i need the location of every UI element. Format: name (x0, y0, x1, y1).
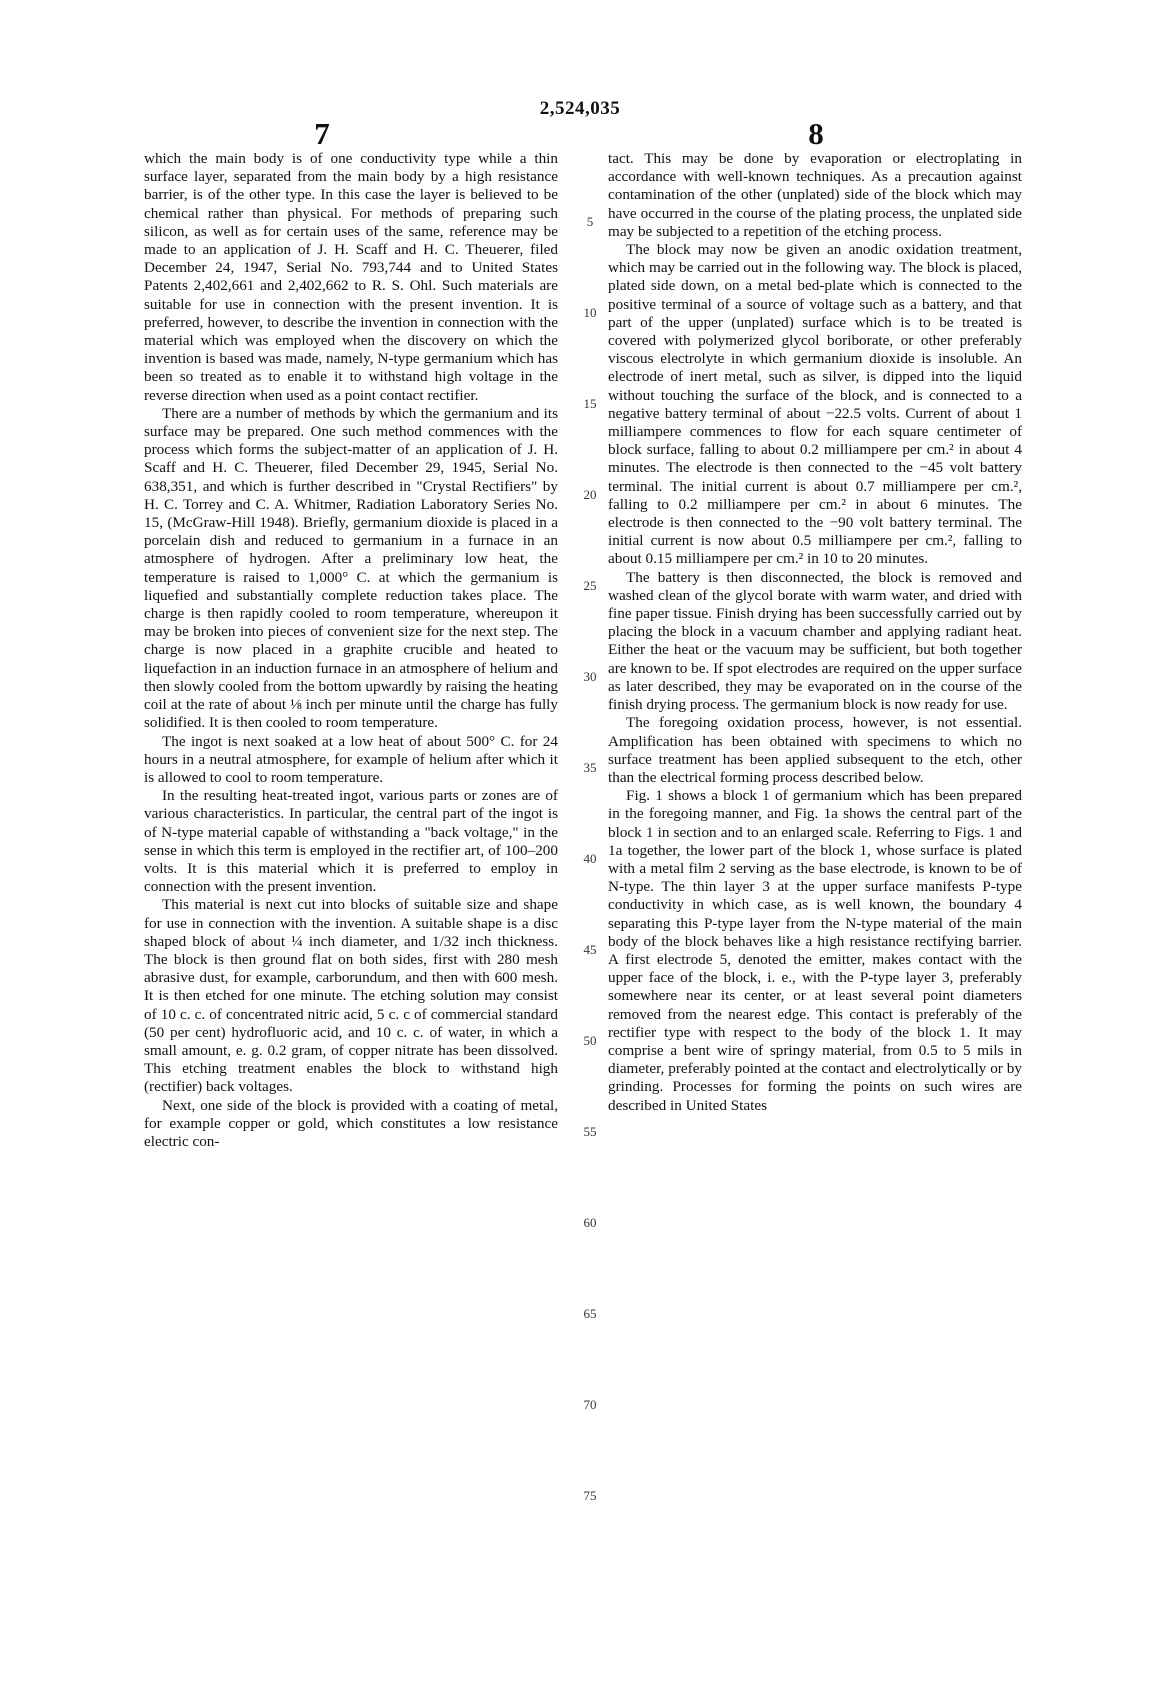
line-number: 70 (583, 1397, 597, 1412)
line-number: 20 (583, 487, 597, 502)
right-paragraph-4: The foregoing oxidation process, however, is not essential. Amplification has been obtained with specimens to which no surface treatment has been applied subsequent to the etch, other than the electrical forming process described below. (608, 714, 1022, 786)
line-number: 35 (583, 760, 597, 775)
left-paragraph-6: Next, one side of the block is provided with a coating of metal, for example copper or gold, which constitutes a low resistance electric con- (144, 1096, 558, 1150)
right-paragraph-2: The block may now be given an anodic oxidation treatment, which may be carried out in the following way. The block is placed, plated side down, on a metal bed-plate which is connected to the positive terminal of a source of voltage such as a battery, and that part of the upper (unplated) surface which is to be treated is covered with polymerized glycol boriborate, or other preferably viscous electrolyte in which germanium dioxide is insoluble. An electrode of inert metal, such as silver, is dipped into the liquid without touching the surface of the block, and is connected to a negative battery terminal of about −22.5 volts. Current of about 1 milliampere commences to flow for each square centimeter of block surface, falling to about 0.2 milliampere per cm.² in about 4 minutes. The electrode is then connected to the −45 volt battery terminal. The initial current is about 0.7 milliampere per cm.², falling to 0.2 milliampere per cm.² in about 6 minutes. The electrode is then connected to the −90 volt battery terminal. The initial current is now about 0.5 milliampere per cm.², falling to about 0.15 milliampere per cm.² in 10 to 20 minutes. (608, 241, 1022, 568)
right-page-number: 8 (808, 116, 824, 151)
left-paragraph-5: This material is next cut into blocks of suitable size and shape for use in connection with the invention. A suitable shape is a disc shaped block of about ¼ inch diameter, and 1/32 inch thickness. The block is then ground flat on both sides, first with 280 mesh abrasive dust, for example, carborundum, and then with 600 mesh. It is then etched for one minute. The etching solution may consist of 10 c. c. of concentrated nitric acid, 5 c. c of commercial standard (50 per cent) hydrofluoric acid, and 10 c. c. of water, in which a small amount, e. g. 0.2 gram, of copper nitrate has been dissolved. This etching treatment enables the block to withstand high (rectifier) back voltages. (144, 896, 558, 1096)
left-page-number: 7 (314, 116, 330, 151)
line-number: 25 (583, 578, 597, 593)
patent-number: 2,524,035 (539, 98, 621, 119)
line-number: 40 (583, 851, 597, 866)
line-number: 50 (583, 1033, 597, 1048)
right-paragraph-1: tact. This may be done by evaporation or electroplating in accordance with well-known techniques. As a precaution against contamination of the other (unplated) side of the block which may have occurred in the course of the plating process, the unplated side may be subjected to a repetition of the etching process. (608, 150, 1022, 240)
right-column (608, 150, 1022, 1115)
line-number: 30 (583, 669, 597, 684)
line-number: 60 (583, 1215, 597, 1230)
left-paragraph-4: In the resulting heat-treated ingot, various parts or zones are of various characteristics. In particular, the central part of the ingot is of N-type material capable of withstanding a "back voltage," in the sense in which this term is employed in the rectifier art, of 100–200 volts. It is this material which it is preferred to employ in connection with the present invention. (144, 787, 558, 896)
line-number: 5 (586, 214, 594, 229)
line-number: 45 (583, 942, 597, 957)
line-number: 65 (583, 1306, 597, 1321)
left-paragraph-1: which the main body is of one conductivity type while a thin surface layer, separated from the main body by a high resistance barrier, is of the other type. In this case the layer is believed to be chemical rather than physical. For methods of preparing such silicon, as well as for certain uses of the same, reference may be made to an application of J. H. Scaff and H. C. Theuerer, filed December 24, 1947, Serial No. 793,744 and to United States Patents 2,402,661 and 2,402,662 to R. S. Ohl. Such materials are suitable for use in connection with the present invention. It is preferred, however, to describe the invention in connection with the material which was employed when the discovery on which the invention is based was made, namely, N-type germanium which has been so treated as to enable it to withstand high voltage in the reverse direction when used as a point contact rectifier. (144, 150, 558, 404)
right-paragraph-5: Fig. 1 shows a block 1 of germanium which has been prepared in the foregoing manner, and Fig. 1a shows the central part of the block 1 in section and to an enlarged scale. Referring to Figs. 1 and 1a together, the lower part of the block 1, whose surface is plated with a metal film 2 serving as the base electrode, is known to be of N-type. The thin layer 3 at the upper surface manifests P-type conductivity in which case, as is well known, the boundary 4 separating this P-type layer from the N-type material of the main body of the block behaves like a high resistance rectifying barrier. A first electrode 5, denoted the emitter, makes contact with the upper face of the block, i. e., with the P-type layer 3, preferably somewhere near its center, or at least several point diameters removed from the nearest edge. This contact is preferably of the rectifier type with respect to the body of the block 1. It may comprise a bent wire of springy material, from 0.5 to 5 mils in diameter, preferably pointed at the contact and electrolytically or by grinding. Processes for forming the points on such wires are described in United States (608, 787, 1022, 1114)
left-paragraph-2: There are a number of methods by which the germanium and its surface may be prepared. One such method commences with the process which forms the subject-matter of an application of J. H. Scaff and H. C. Theuerer, filed December 29, 1945, Serial No. 638,351, and which is further described in "Crystal Rectifiers" by H. C. Torrey and C. A. Whitmer, Radiation Laboratory Series No. 15, (McGraw-Hill 1948). Briefly, germanium dioxide is placed in a porcelain dish and reduced to germanium in a furnace in an atmosphere of hydrogen. After a preliminary low heat, the temperature is raised to 1,000° C. at which the germanium is liquefied and substantially complete reduction takes place. The charge is then rapidly cooled to room temperature, whereupon it may be broken into pieces of convenient size for the next step. The charge is now placed in a graphite crucible and heated to liquefaction in an induction furnace in an atmosphere of helium and then slowly cooled from the bottom upwardly by raising the heating coil at the rate of about ⅛ inch per minute until the charge has fully solidified. It is then cooled to room temperature. (144, 404, 558, 732)
line-number: 75 (583, 1488, 597, 1503)
left-column (144, 150, 558, 1151)
right-paragraph-3: The battery is then disconnected, the block is removed and washed clean of the glycol borate with warm water, and dried with fine paper tissue. Finish drying has been successfully carried out by placing the block in a vacuum chamber and applying radiant heat. Either the heat or the vacuum may be sufficient, but both together are known to be. If spot electrodes are required on the upper surface as later described, they may be evaporated on in the course of the finish drying process. The germanium block is now ready for use. (608, 568, 1022, 714)
line-number: 10 (583, 305, 597, 320)
left-paragraph-3: The ingot is next soaked at a low heat of about 500° C. for 24 hours in a neutral atmosphere, for example of helium after which it is allowed to cool to room temperature. (144, 732, 558, 786)
line-number: 55 (583, 1124, 597, 1139)
line-number: 15 (583, 396, 597, 411)
